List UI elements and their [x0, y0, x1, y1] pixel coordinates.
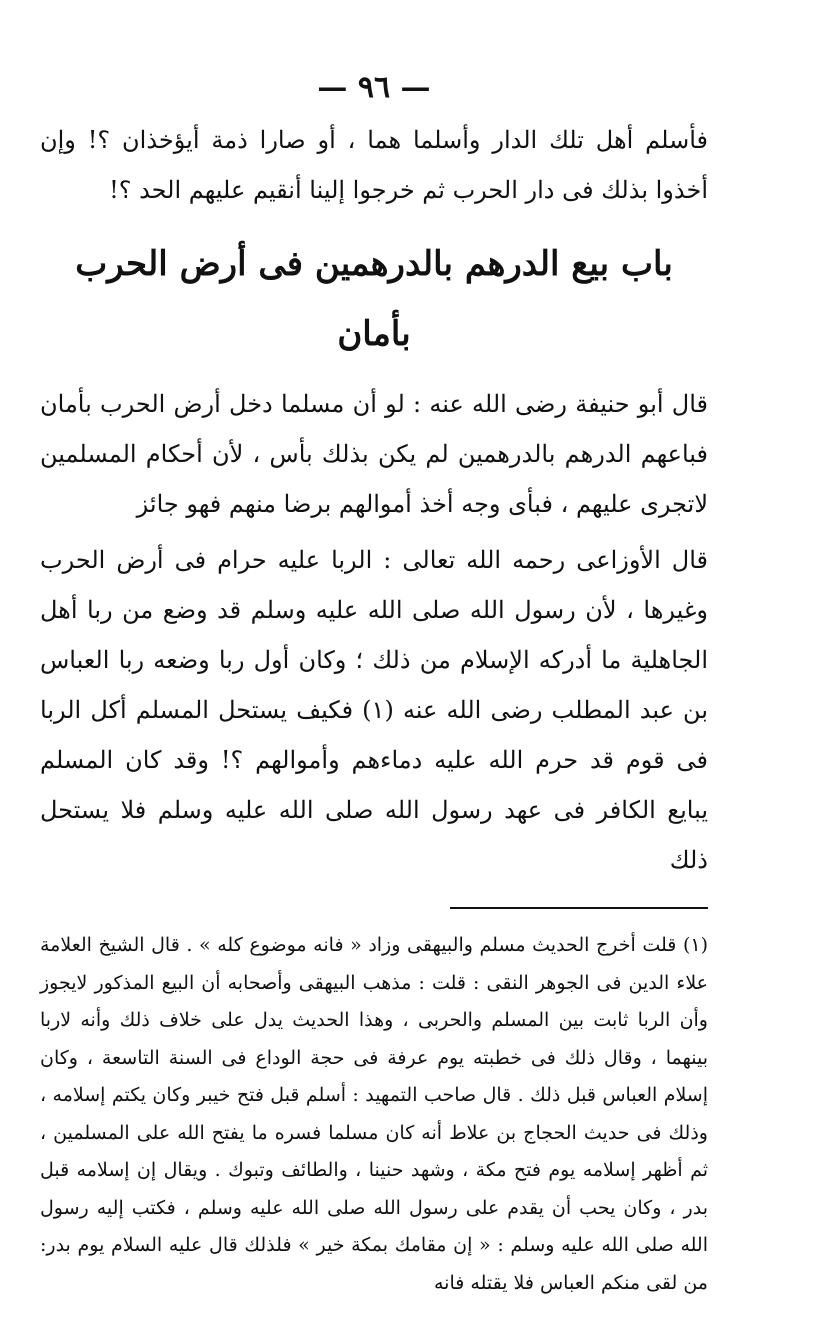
footnote-divider	[450, 907, 708, 909]
intro-paragraph: فأسلم أهل تلك الدار وأسلما هما ، أو صارا ذمة أيؤخذان ؟! وإن أخذوا بذلك فى دار الحرب ثم خرجوا إلينا أنقيم عليهم الحد ؟!	[40, 126, 708, 204]
page-number: — ٩٦ —	[317, 70, 431, 105]
book-page	[40, 70, 708, 1294]
abu-hanifa-paragraph: قال أبو حنيفة رضى الله عنه : لو أن مسلما دخل أرض الحرب بأمان فباعهم الدرهم بالدرهمين لم يكن بذلك بأس ، لأن أحكام المسلمين لاتجرى عليهم ، فبأى وجه أخذ أموالهم برضا منهم فهو جائز	[40, 390, 708, 518]
awzai-paragraph: قال الأوزاعى رحمه الله تعالى : الربا عليه حرام فى أرض الحرب وغيرها ، لأن رسول الله صلى الله عليه وسلم قد وضع من ربا أهل الجاهلية ما أدركه الإسلام من ذلك ؛ وكان أول ربا وضعه ربا العباس بن عبد المطلب رضى الله عنه (١) فكيف يستحل المسلم أكل الربا فى قوم قد حرم الله عليه دماءهم وأموالهم ؟! وقد كان المسلم يبايع الكافر فى عهد رسول الله صلى الله عليه وسلم فلا يستحل ذلك	[40, 546, 708, 874]
footnote: (١) قلت أخرج الحديث مسلم والبيهقى وزاد « فانه موضوع كله » . قال الشيخ العلامة علاء الدين فى الجوهر النقى : قلت : مذهب البيهقى وأصحابه أن البيع المذكور لايجوز وأن الربا ثابت بين المسلم والحربى ، وهذا الحديث يدل على خلاف ذلك وأنه لاربا بينهما ، وقال ذلك فى خطبته يوم عرفة فى حجة الوداع فى السنة التاسعة ، وكان إسلام العباس قبل ذلك . قال صاحب التمهيد : أسلم قبل فتح خيبر وكان يكتم إسلامه ، وذلك فى حديث الحجاج بن علاط أنه كان مسلما فسره ما يفتح الله على المسلمين ، ثم أظهر إسلامه يوم فتح مكة ، وشهد حنينا ، والطائف وتبوك . ويقال إن إسلامه قبل بدر ، وكان يحب أن يقدم على رسول الله صلى الله عليه وسلم ، فكتب إليه رسول الله صلى الله عليه وسلم : « إن مقامك بمكة خير » فلذلك قال عليه السلام يوم بدر: من لقى منكم العباس فلا يقتله فانه	[40, 934, 708, 1294]
chapter-title: باب بيع الدرهم بالدرهمين فى أرض الحرب بأمان	[75, 244, 673, 354]
